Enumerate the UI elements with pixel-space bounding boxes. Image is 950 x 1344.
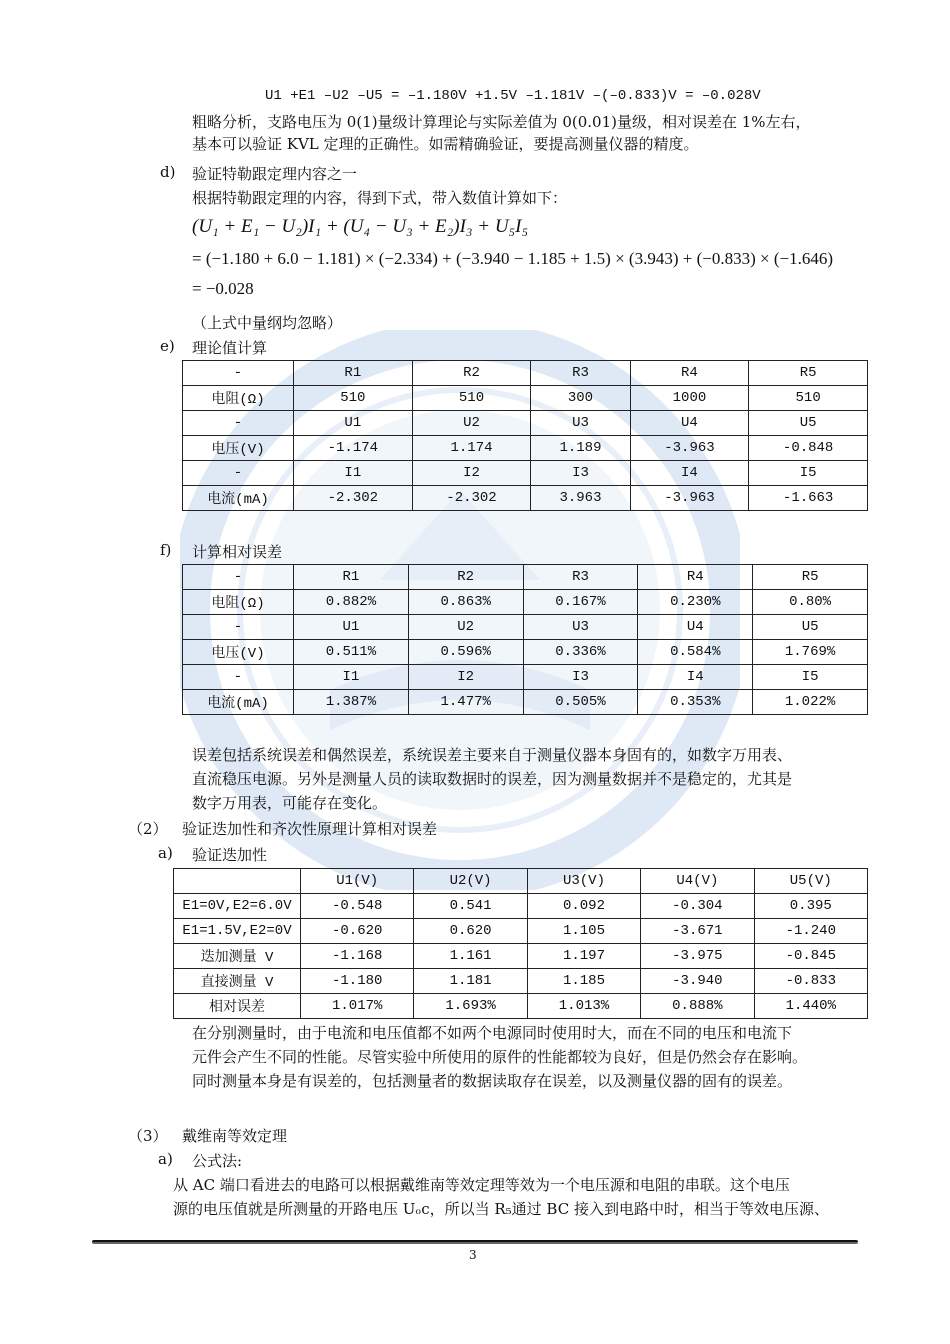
section-3a-marker: a) [158, 1150, 173, 1168]
table-cell: 1.161 [414, 944, 527, 969]
table-row [174, 969, 868, 994]
table-cell: -1.240 [754, 919, 867, 944]
table-cell: E1=0V,E2=6.0V [174, 894, 301, 919]
table-cell: - [183, 411, 294, 436]
table-cell: U5(V) [754, 869, 867, 894]
table-row [183, 590, 868, 615]
table-cell: 0.395 [754, 894, 867, 919]
table-cell: 电阻(Ω) [183, 386, 294, 411]
table-cell: 1.440% [754, 994, 867, 1019]
table-cell: R5 [749, 361, 868, 386]
table-cell: 0.584% [638, 640, 753, 665]
table-row [174, 894, 868, 919]
table-cell: I3 [523, 665, 638, 690]
table-cell: 1.017% [301, 994, 414, 1019]
section-2a-marker: a) [158, 844, 173, 862]
table-cell: 1000 [630, 386, 749, 411]
table-cell: 0.888% [641, 994, 754, 1019]
table-cell: 0.167% [523, 590, 638, 615]
section-e-marker: e) [160, 337, 175, 355]
table-cell: 电压(V) [183, 640, 294, 665]
table-cell: I5 [753, 665, 868, 690]
table-cell: 0.092 [527, 894, 640, 919]
table-cell [174, 869, 301, 894]
superposition-para-line-2: 元件会产生不同的性能。尽管实验中所使用的原件的性能都较为良好，但是仍然会存在影响。 [192, 1048, 808, 1066]
table-cell: 1.105 [527, 919, 640, 944]
superposition-table [173, 868, 868, 1019]
table-cell: -3.671 [641, 919, 754, 944]
table-cell: R4 [630, 361, 749, 386]
table-cell: R2 [408, 565, 523, 590]
table-cell: 0.336% [523, 640, 638, 665]
table-cell: 3.963 [531, 486, 630, 511]
table-cell: -3.963 [630, 486, 749, 511]
table-cell: 1.189 [531, 436, 630, 461]
section-3a-title: 公式法: [192, 1152, 243, 1170]
table-cell: 0.230% [638, 590, 753, 615]
table-cell: -0.304 [641, 894, 754, 919]
section-f-marker: f) [160, 541, 172, 559]
table-row [174, 919, 868, 944]
relative-error-table [182, 564, 868, 715]
table-cell: I1 [294, 665, 409, 690]
section-2-title: 验证迭加性和齐次性原理计算相对误差 [182, 820, 438, 838]
table-cell: U1(V) [301, 869, 414, 894]
table-cell: 1.387% [294, 690, 409, 715]
table-cell: U4 [638, 615, 753, 640]
table-cell: U1 [294, 615, 409, 640]
table-cell: R3 [523, 565, 638, 590]
table-cell: -0.848 [749, 436, 868, 461]
table-cell: 510 [412, 386, 531, 411]
table-row [183, 486, 868, 511]
table-cell: I5 [749, 461, 868, 486]
table-cell: R3 [531, 361, 630, 386]
table-cell: 1.181 [414, 969, 527, 994]
table-cell: E1=1.5V,E2=0V [174, 919, 301, 944]
dimension-note: （上式中量纲均忽略） [192, 314, 343, 332]
error-para-line-1: 误差包括系统误差和偶然误差，系统误差主要来自于测量仪器本身固有的，如数字万用表、 [192, 746, 793, 764]
table-cell: -3.940 [641, 969, 754, 994]
table-cell: U2(V) [414, 869, 527, 894]
table-cell: I2 [412, 461, 531, 486]
thevenin-para-line-2: 源的电压值就是所测量的开路电压 Uₒc，所以当 R₅通过 BC 接入到电路中时，相当于等效电压源、 [173, 1200, 829, 1218]
table-cell: 1.174 [412, 436, 531, 461]
table-row [183, 615, 868, 640]
table-cell: R5 [753, 565, 868, 590]
table-cell: 0.353% [638, 690, 753, 715]
table-row [174, 994, 868, 1019]
table-cell: - [183, 461, 294, 486]
analysis-line-1: 粗略分析，支路电压为 0(1)量级计算理论与实际差值为 0(0.01)量级，相对误差在 1%左右， [192, 113, 811, 131]
section-d-title: 验证特勒跟定理内容之一 [192, 165, 358, 183]
section-2a-title: 验证迭加性 [192, 846, 268, 864]
table-cell: U3 [523, 615, 638, 640]
table-cell: - [183, 565, 294, 590]
table-cell: 1.185 [527, 969, 640, 994]
table-row [183, 361, 868, 386]
table-cell: - [183, 615, 294, 640]
table-cell: U4 [630, 411, 749, 436]
table-row [183, 386, 868, 411]
kvl-equation: U1 +E1 –U2 –U5 = –1.180V +1.5V –1.181V –(–0.833)V = –0.028V [265, 88, 761, 104]
table-cell: I4 [630, 461, 749, 486]
tellegen-equation-line-1: (U₁ + E₁ − U₂)I₁ + (U₄ − U₃ + E₂)I₃ + U₅I₅ [192, 216, 529, 237]
table-cell: 300 [531, 386, 630, 411]
table-cell: 1.693% [414, 994, 527, 1019]
table-cell: U3 [531, 411, 630, 436]
table-cell: R2 [412, 361, 531, 386]
tellegen-equation-result: = −0.028 [192, 279, 254, 298]
table-cell: -2.302 [412, 486, 531, 511]
superposition-para-line-3: 同时测量本身是有误差的，包括测量者的数据读取存在误差，以及测量仪器的固有的误差。 [192, 1072, 793, 1090]
table-cell: 1.769% [753, 640, 868, 665]
table-cell: 迭加测量 V [174, 944, 301, 969]
table-cell: -0.833 [754, 969, 867, 994]
error-para-line-3: 数字万用表，可能存在变化。 [192, 794, 388, 812]
table-row [174, 869, 868, 894]
table-cell: 电流(mA) [183, 486, 294, 511]
table-row [183, 665, 868, 690]
table-cell: 0.882% [294, 590, 409, 615]
section-3-marker: （3） [128, 1127, 168, 1145]
table-cell: -1.663 [749, 486, 868, 511]
table-cell: -0.548 [301, 894, 414, 919]
table-cell: U1 [294, 411, 413, 436]
section-2-marker: （2） [128, 820, 168, 838]
table-cell: -1.180 [301, 969, 414, 994]
table-cell: 510 [749, 386, 868, 411]
section-e-title: 理论值计算 [192, 339, 268, 357]
footer-rule [92, 1240, 858, 1244]
superposition-para-line-1: 在分别测量时，由于电流和电压值都不如两个电源同时使用时大，而在不同的电压和电流下 [192, 1024, 793, 1042]
table-cell: 电阻(Ω) [183, 590, 294, 615]
table-cell: U2 [412, 411, 531, 436]
table-cell: 电流(mA) [183, 690, 294, 715]
table-cell: 1.197 [527, 944, 640, 969]
table-cell: U4(V) [641, 869, 754, 894]
table-cell: R1 [294, 361, 413, 386]
table-row [183, 436, 868, 461]
table-cell: 0.863% [408, 590, 523, 615]
error-para-line-2: 直流稳压电源。另外是测量人员的读取数据时的误差，因为测量数据并不是稳定的，尤其是 [192, 770, 793, 788]
table-cell: 电压(V) [183, 436, 294, 461]
table-cell: -3.975 [641, 944, 754, 969]
table-cell: U3(V) [527, 869, 640, 894]
section-f-title: 计算相对误差 [192, 543, 283, 561]
table-cell: 1.013% [527, 994, 640, 1019]
section-3-title: 戴维南等效定理 [182, 1127, 288, 1145]
table-row [183, 461, 868, 486]
table-cell: - [183, 361, 294, 386]
table-cell: -2.302 [294, 486, 413, 511]
analysis-line-2: 基本可以验证 KVL 定理的正确性。如需精确验证，要提高测量仪器的精度。 [192, 135, 699, 153]
table-cell: I2 [408, 665, 523, 690]
table-row [183, 690, 868, 715]
page-number: 3 [469, 1248, 477, 1262]
table-cell: 0.505% [523, 690, 638, 715]
tellegen-equation-line-2: = (−1.180 + 6.0 − 1.181) × (−2.334) + (−3.940 − 1.185 + 1.5) × (3.943) + (−0.833) × (−1.646) [192, 249, 833, 268]
table-cell: I4 [638, 665, 753, 690]
table-cell: -3.963 [630, 436, 749, 461]
table-cell: 0.511% [294, 640, 409, 665]
table-cell: 0.620 [414, 919, 527, 944]
section-d-marker: d) [160, 163, 176, 181]
table-cell: -0.845 [754, 944, 867, 969]
table-cell: R4 [638, 565, 753, 590]
table-row [183, 411, 868, 436]
table-cell: -1.174 [294, 436, 413, 461]
table-cell: -0.620 [301, 919, 414, 944]
table-cell: U5 [753, 615, 868, 640]
table-cell: -1.168 [301, 944, 414, 969]
table-cell: U5 [749, 411, 868, 436]
table-row [183, 565, 868, 590]
table-cell: I1 [294, 461, 413, 486]
table-cell: I3 [531, 461, 630, 486]
table-row [183, 640, 868, 665]
table-cell: 1.022% [753, 690, 868, 715]
table-row [174, 944, 868, 969]
table-cell: 0.541 [414, 894, 527, 919]
table-cell: 0.596% [408, 640, 523, 665]
section-d-intro: 根据特勒跟定理的内容，得到下式，带入数值计算如下： [192, 189, 568, 207]
table-cell: 0.80% [753, 590, 868, 615]
table-cell: 510 [294, 386, 413, 411]
table-cell: 1.477% [408, 690, 523, 715]
theoretical-values-table [182, 360, 868, 511]
table-cell: R1 [294, 565, 409, 590]
table-cell: 相对误差 [174, 994, 301, 1019]
table-cell: 直接测量 V [174, 969, 301, 994]
thevenin-para-line-1: 从 AC 端口看进去的电路可以根据戴维南等效定理等效为一个电压源和电阻的串联。这个电压 [173, 1176, 790, 1194]
table-cell: U2 [408, 615, 523, 640]
table-cell: - [183, 665, 294, 690]
